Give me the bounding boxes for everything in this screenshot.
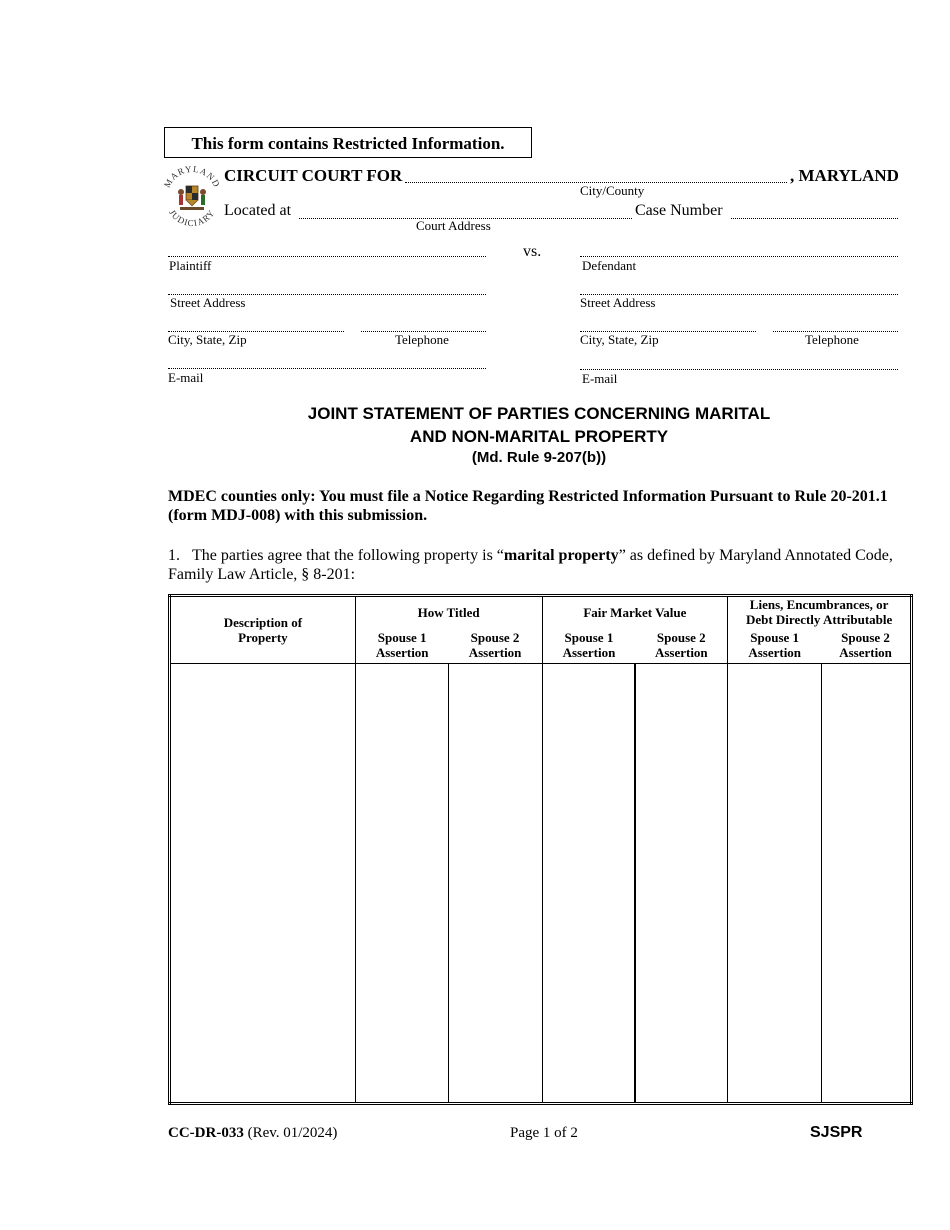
case-number-field[interactable] [731, 218, 898, 219]
liens-spouse2-header: Spouse 2 Assertion [839, 630, 892, 661]
how-titled-spouse2-header: Spouse 2 Assertion [449, 628, 542, 664]
defendant-name-field[interactable] [580, 256, 898, 257]
form-identifier [168, 1125, 337, 1142]
court-address-caption: Court Address [416, 218, 491, 233]
plaintiff-email-caption: E-mail [168, 370, 204, 385]
defendant-phone-caption: Telephone [805, 332, 859, 347]
item-1-statement [168, 546, 908, 584]
circuit-court-label: CIRCUIT COURT FOR [224, 166, 403, 185]
liens-spouse2-cell[interactable] [821, 664, 911, 1104]
plaintiff-city-caption: City, State, Zip [168, 332, 247, 347]
svg-text:MARYLAND [162, 164, 222, 189]
fair-market-value-header: Fair Market Value [542, 596, 728, 628]
maryland-judiciary-seal [160, 162, 224, 230]
fmv-spouse1-cell[interactable] [542, 664, 635, 1104]
description-header: Description of Property [170, 596, 356, 664]
form-code: CC-DR-033 [168, 1125, 244, 1141]
fmv-spouse1-header: Spouse 1 Assertion [562, 630, 616, 661]
plaintiff-name-field[interactable] [168, 256, 486, 257]
how-titled-spouse1-header: Spouse 1 Assertion [375, 630, 429, 661]
seal-text-bottom: JUDICIARY [167, 207, 217, 229]
description-cell[interactable] [170, 664, 356, 1104]
seal-text-top: MARYLAND [161, 163, 223, 190]
form-revision: (Rev. 01/2024) [247, 1125, 338, 1141]
city-county-caption: City/County [580, 183, 645, 198]
seal-crest-icon [178, 186, 206, 210]
defendant-street-caption: Street Address [580, 295, 656, 310]
table-row [170, 664, 912, 1104]
defendant-caption: Defendant [582, 258, 637, 273]
svg-text:JUDICIARY [167, 208, 217, 229]
fmv-spouse2-header: Spouse 2 Assertion [635, 628, 727, 664]
page-number: Page 1 of 2 [510, 1125, 578, 1141]
item-1-number: 1. [168, 547, 180, 564]
defendant-email-caption: E-mail [582, 371, 618, 386]
restricted-info-notice: This form contains Restricted Information. [164, 127, 532, 158]
liens-header: Liens, Encumbrances, or Debt Directly Attributable [728, 596, 912, 628]
form-title-line-1: JOINT STATEMENT OF PARTIES CONCERNING MARITAL [307, 404, 771, 423]
form-title-line-2: AND NON-MARITAL PROPERTY [409, 427, 669, 446]
plaintiff-caption: Plaintiff [169, 258, 212, 273]
plaintiff-email-field[interactable] [168, 368, 486, 369]
fmv-spouse2-cell[interactable] [635, 664, 727, 1104]
item-1-text-start: The parties agree that the following property is “ [192, 547, 504, 564]
versus-label: vs. [523, 243, 542, 260]
plaintiff-phone-caption: Telephone [395, 332, 449, 347]
marital-property-term: marital property [503, 547, 619, 564]
how-titled-header: How Titled [355, 596, 542, 628]
plaintiff-street-caption: Street Address [170, 295, 246, 310]
liens-spouse1-cell[interactable] [728, 664, 821, 1104]
form-short-code: SJSPR [810, 1124, 863, 1141]
defendant-city-caption: City, State, Zip [580, 332, 659, 347]
mdec-notice: MDEC counties only: You must file a Notice Regarding Restricted Information Pursuant to Rule 20-201.1 (form MDJ-008) with this submission. [168, 488, 888, 524]
case-number-label: Case Number [635, 202, 723, 219]
form-rule-reference: (Md. Rule 9-207(b)) [471, 449, 607, 466]
liens-spouse1-header: Spouse 1 Assertion [748, 630, 802, 661]
item-1-text-end: ” as defined by Maryland Annotated Code, Family Law Article, § 8-201: [168, 547, 893, 583]
defendant-email-field[interactable] [580, 369, 898, 370]
how-titled-spouse1-cell[interactable] [355, 664, 448, 1104]
how-titled-spouse2-cell[interactable] [449, 664, 542, 1104]
maryland-label: , MARYLAND [790, 166, 899, 185]
located-at-label: Located at [224, 202, 292, 219]
marital-property-table [168, 594, 913, 1105]
